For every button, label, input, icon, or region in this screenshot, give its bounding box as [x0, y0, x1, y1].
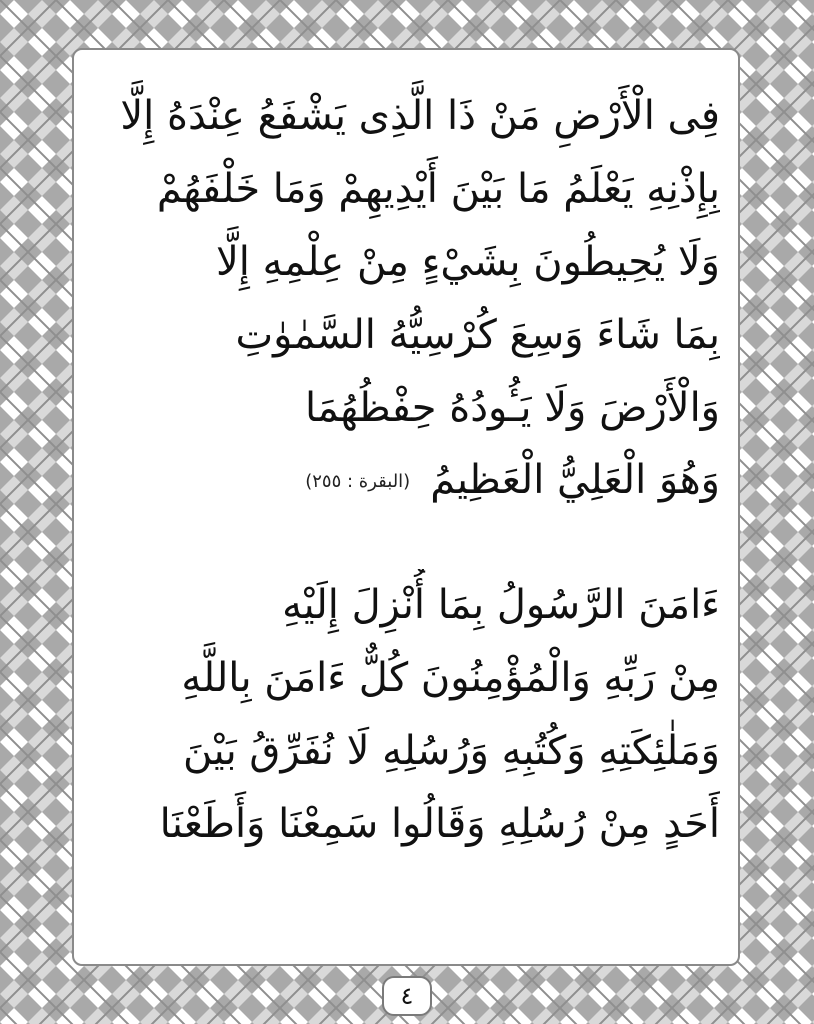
verse-line: وَالْأَرْضَ وَلَا يَـُٔودُهُ حِفْظُهُمَا — [305, 385, 720, 431]
verse-line: بِمَا شَاءَ وَسِعَ كُرْسِيُّهُ السَّمٰوٰتِ — [235, 312, 720, 358]
verse-line: مِنْ رَبِّهِ وَالْمُؤْمِنُونَ كُلٌّ ءَامَنَ بِاللَّهِ — [181, 655, 720, 701]
verse-reference: (البقرة : ٢٥٥) — [305, 471, 411, 492]
verse-line: بِإِذْنِهِ يَعْلَمُ مَا بَيْنَ أَيْدِيهِمْ وَمَا خَلْفَهُمْ — [156, 166, 720, 212]
verse-line: أَحَدٍ مِنْ رُسُلِهِ وَقَالُوا سَمِعْنَا وَأَطَعْنَا — [159, 801, 720, 847]
verse-line-final — [92, 445, 720, 517]
verse-line: فِى الْأَرْضِ مَنْ ذَا الَّذِى يَشْفَعُ عِنْدَهُ إِلَّا — [120, 93, 720, 139]
verse-line: ءَامَنَ الرَّسُولُ بِمَا أُنْزِلَ إِلَيْهِ — [282, 582, 720, 628]
verse-line: وَلَا يُحِيطُونَ بِشَيْءٍ مِنْ عِلْمِهِ إِلَّا — [215, 239, 720, 285]
quran-text — [92, 80, 720, 861]
verse-line-text: وَهُوَ الْعَلِيُّ الْعَظِيمُ — [430, 457, 720, 503]
section-gap — [92, 517, 720, 569]
verse-line: وَمَلٰئِكَتِهِ وَكُتُبِهِ وَرُسُلِهِ لَا نُفَرِّقُ بَيْنَ — [183, 728, 720, 774]
page-number: ٤ — [382, 976, 432, 1016]
